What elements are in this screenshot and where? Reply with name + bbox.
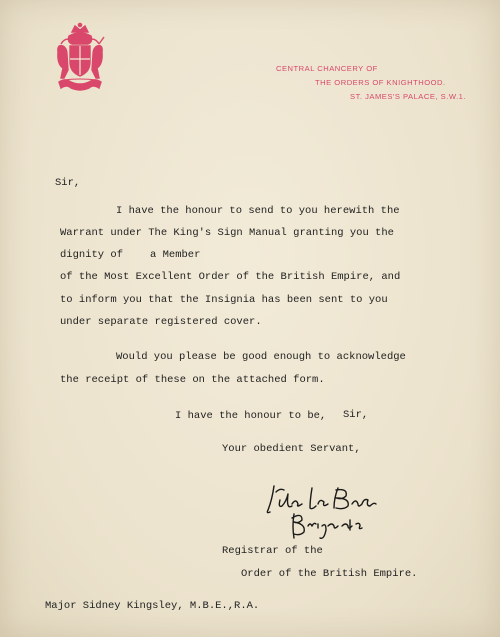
royal-crest-icon <box>55 22 105 96</box>
registrar-line-1: Registrar of the <box>222 545 323 557</box>
para2-line-1: Would you please be good enough to acknowledge <box>116 351 406 363</box>
letterhead <box>276 62 466 104</box>
handwritten-signature <box>262 482 382 542</box>
para2-line-2: the receipt of these on the attached form. <box>60 374 325 386</box>
letterhead-line-2: THE ORDERS OF KNIGHTHOOD. <box>315 78 446 87</box>
closing-line-1: I have the honour to be, <box>175 410 327 422</box>
para1-line-2: Warrant under The King's Sign Manual granting you the <box>60 227 394 239</box>
recipient-address: Major Sidney Kingsley, M.B.E.,R.A. <box>45 600 260 612</box>
letterhead-line-3: ST. JAMES'S PALACE, S.W.1. <box>350 92 467 101</box>
registrar-line-2: Order of the British Empire. <box>241 568 418 580</box>
award-grade: a Member <box>150 249 201 261</box>
para1-line-6: under separate registered cover. <box>60 316 262 328</box>
salutation: Sir, <box>55 177 81 189</box>
para1-line-3: dignity of <box>60 249 124 261</box>
closing-sir: Sir, <box>343 409 369 421</box>
letterhead-line-1: CENTRAL CHANCERY OF <box>276 64 378 73</box>
para1-line-1: I have the honour to send to you herewith the <box>116 205 400 217</box>
para1-line-4: of the Most Excellent Order of the British Empire, and <box>60 271 401 283</box>
closing-line-2: Your obedient Servant, <box>222 443 361 455</box>
para1-line-5: to inform you that the Insignia has been sent to you <box>60 294 388 306</box>
